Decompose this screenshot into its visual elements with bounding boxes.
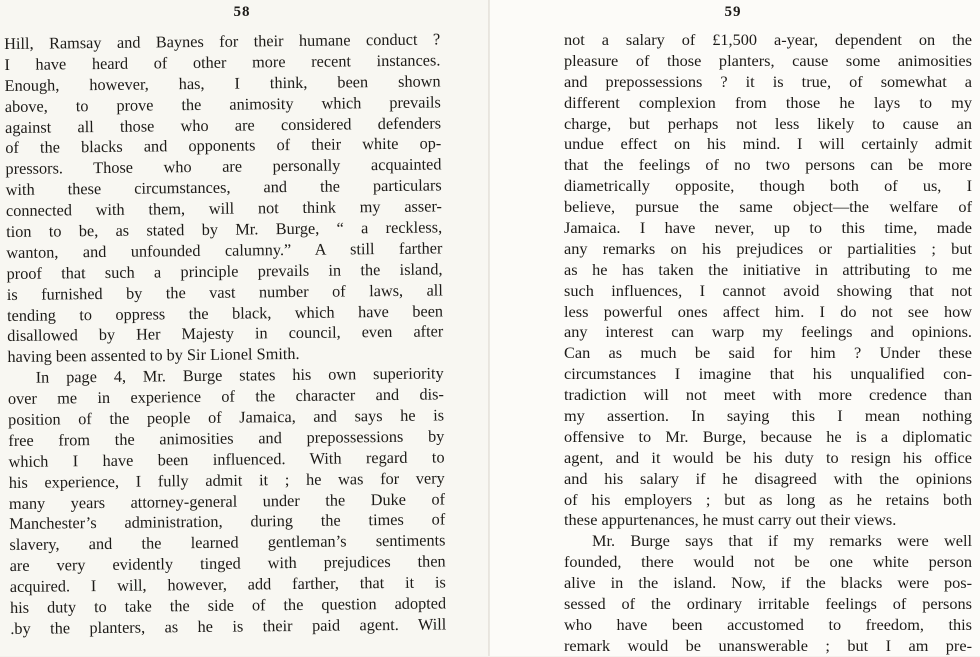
text-line: tending to oppress the black, which have been xyxy=(6,300,444,325)
text-line: remark would be unanswerable ; but I am pre- xyxy=(564,635,972,655)
text-line: I have heard of other more recent instances. xyxy=(4,50,441,74)
text-line: pleasure of those planters, cause some animosities xyxy=(564,50,972,70)
text-line: circumstances I imagine that his unqualified con- xyxy=(564,364,972,384)
text-line: above, to prove the animosity which prevails xyxy=(4,92,441,116)
text-line: Manchester’s administration, during the times of xyxy=(9,509,446,534)
right-page-text xyxy=(564,26,972,657)
text-line: sessed of the ordinary irritable feelings of persons xyxy=(564,594,972,614)
left-page-text xyxy=(4,21,446,639)
text-line: who have been accustomed to freedom, this xyxy=(564,614,972,634)
text-line: such influences, I cannot avoid showing that not xyxy=(564,280,972,300)
text-line: having been assented to by Sir Lionel Smith. xyxy=(7,344,300,367)
text-line: against all those who are considered defenders xyxy=(4,112,442,137)
text-line: Mr. Burge says that if my remarks were well xyxy=(592,531,972,551)
page-number: 58 xyxy=(233,4,251,20)
text-line: slavery, and the learned gentleman’s sentiments xyxy=(9,530,446,555)
text-line: which I have been influenced. With regard to xyxy=(8,447,445,471)
left-page xyxy=(0,0,490,656)
text-line: that the feelings of no two persons can be more xyxy=(564,155,972,175)
text-line: my assertion. In saying this I mean nothing xyxy=(564,406,972,426)
text-line: diametrically opposite, though both of us, I xyxy=(564,176,972,196)
text-line: his duty to take the side of the question adopted xyxy=(9,593,447,618)
text-line: .by the planters, as he is their paid agent. Will xyxy=(10,614,447,638)
text-line: less powerful ones affect him. I do not see how xyxy=(564,301,972,321)
text-line: believe, pursue the same object—the welfare of xyxy=(564,197,972,217)
text-line: pressors. Those who are personally acquainted xyxy=(5,154,442,179)
text-line: alive in the island. Now, if the blacks were pos- xyxy=(564,573,972,593)
text-line: founded, there would not be one white person xyxy=(564,552,972,572)
text-line: any remarks on his prejudices or partialities ; but xyxy=(564,238,972,258)
page-number: 59 xyxy=(724,4,742,20)
text-line: Hill, Ramsay and Baynes for their humane conduct ? xyxy=(4,29,441,53)
text-line: Enough, however, has, I think, been shown xyxy=(4,71,441,95)
text-line: many years attorney-general under the Duke of xyxy=(8,489,446,513)
text-line: any interest can warp my feelings and opinions. xyxy=(564,322,972,342)
text-line: not a salary of £1,500 a-year, dependent on the xyxy=(564,30,972,49)
text-line: agent, and it would be his duty to resign his office xyxy=(564,447,972,467)
text-line: different complexion from those he lays to my xyxy=(564,92,972,112)
text-line: free from the animosities and prepossessions by xyxy=(8,426,445,450)
text-line: and prepossessions ? it is true, of somewhat a xyxy=(564,71,972,91)
text-line: connected with them, will not think my asser- xyxy=(5,196,443,221)
text-line: tion to be, as stated by Mr. Burge, “ a reckless, xyxy=(6,217,443,242)
text-line: wanton, and unfounded calumny.” A still farther xyxy=(6,238,443,262)
text-line: undue effect on his mind. I will certainly admit xyxy=(564,134,972,154)
text-line: over me in experience of the character and dis- xyxy=(7,384,444,409)
right-page xyxy=(490,0,980,656)
text-line: are very evidently tinged with prejudices then xyxy=(9,551,446,576)
text-line: offensive to Mr. Burge, because he is a diplomatic xyxy=(564,426,972,446)
text-line: of his employers ; but as long as he retains both xyxy=(564,489,972,509)
text-line: charge, but perhaps not less likely to cause an xyxy=(564,113,972,133)
text-line: as he has taken the initiative in attributing to me xyxy=(564,259,972,279)
text-line: and his salary if he disagreed with the opinions xyxy=(564,468,972,488)
text-line: is furnished by the vast number of laws, all xyxy=(6,280,443,304)
text-line: position of the people of Jamaica, and says he is xyxy=(8,405,445,430)
text-line: Can as much be said for him ? Under these xyxy=(564,343,972,363)
text-line: his experience, I fully admit it ; he was for very xyxy=(8,468,445,492)
text-line: acquired. I will, however, add farther, that it is xyxy=(9,572,446,597)
text-line: these appurtenances, he must carry out their views. xyxy=(564,510,897,530)
text-line: tradiction will not meet with more credence than xyxy=(564,385,972,405)
text-line: with these circumstances, and the particulars xyxy=(5,175,442,200)
text-line: disallowed by Her Majesty in council, even after xyxy=(7,321,444,346)
text-line: proof that such a principle prevails in the island, xyxy=(6,259,443,283)
text-line: of the blacks and opponents of their white op- xyxy=(5,133,442,158)
text-line: Jamaica. I have never, up to this time, made xyxy=(564,218,972,238)
text-line: In page 4, Mr. Burge states his own superiority xyxy=(35,363,444,387)
